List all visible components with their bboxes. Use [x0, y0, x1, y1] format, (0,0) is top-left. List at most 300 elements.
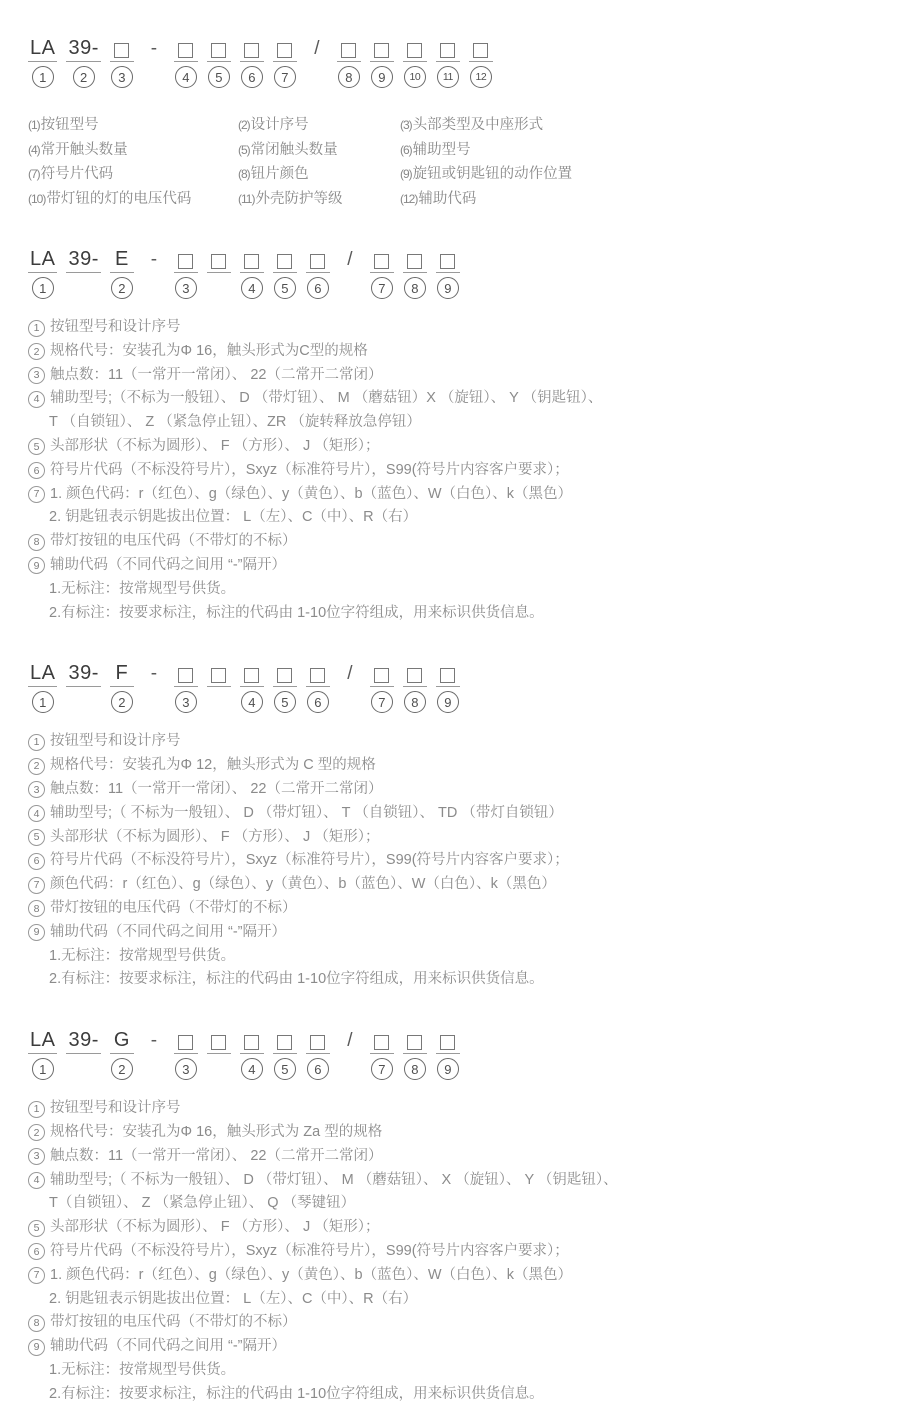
line-number-circle: 5 [28, 829, 45, 846]
circle-placeholder [73, 691, 95, 713]
numbered-line [28, 921, 880, 945]
line-number-circle: 3 [28, 781, 45, 798]
line-text: 带灯按钮的电压代码（不带灯的不标） [50, 1314, 297, 1331]
continuation-line [28, 945, 880, 969]
placeholder-box [273, 34, 297, 62]
placeholder-box-icon [310, 254, 325, 269]
model-text [28, 34, 57, 62]
model-token [28, 245, 57, 299]
legend-item-number: (5) [238, 142, 250, 157]
model-token [143, 1026, 165, 1080]
numbered-line [28, 1121, 880, 1145]
position-number-circle: 4 [241, 1058, 263, 1080]
code-box-slot [370, 34, 394, 88]
placeholder-box-icon [211, 43, 226, 58]
position-number-circle: 8 [404, 277, 426, 299]
legend-item-number: (9) [400, 167, 412, 181]
placeholder-box-icon [178, 1035, 193, 1050]
circle-placeholder [143, 691, 165, 713]
continuation-line [28, 602, 880, 626]
line-number-circle: 9 [28, 1339, 45, 1356]
line-text: 1.无标注：按常规型号供货。 [49, 1361, 236, 1378]
position-number-circle: 9 [371, 66, 393, 88]
code-box-slot [370, 1026, 394, 1080]
numbered-line [28, 1169, 880, 1193]
model-text [110, 659, 134, 687]
line-text: 辅助型号;（不标为一般钮）、 D （带灯钮）、 M （蘑菇钮）X （旋钮）、 Y （钥匙钮）、 [50, 390, 603, 407]
code-box-slot [174, 34, 198, 88]
placeholder-box [174, 245, 198, 273]
code-box-slot [174, 245, 198, 299]
placeholder-box [370, 659, 394, 687]
placeholder-box [240, 1026, 264, 1054]
line-number-circle: 3 [28, 367, 45, 384]
line-text: 带灯按钮的电压代码（不带灯的不标） [50, 533, 297, 550]
position-number-circle: 8 [404, 1058, 426, 1080]
line-text: 头部形状（不标为圆形）、 F （方形）、 J （矩形）； [50, 828, 380, 845]
placeholder-box-icon [178, 43, 193, 58]
continuation-line [28, 411, 880, 435]
placeholder-box [403, 659, 427, 687]
position-number-circle: 10 [404, 66, 426, 88]
placeholder-box [403, 245, 427, 273]
placeholder-box-icon [244, 668, 259, 683]
circle-placeholder [208, 691, 230, 713]
line-text: 1.无标注：按常规型号供货。 [49, 580, 236, 597]
model-text [28, 245, 57, 273]
placeholder-box-icon [310, 1035, 325, 1050]
line-text: 1. 颜色代码：r（红色）、g（绿色）、y（黄色）、b（蓝色）、W（白色）、k（黑色） [50, 485, 573, 502]
line-number-circle: 7 [28, 877, 45, 894]
placeholder-box-icon [440, 43, 455, 58]
position-number-circle: 9 [437, 1058, 459, 1080]
placeholder-box [337, 34, 361, 62]
code-box-slot [403, 34, 427, 88]
code-box-slot [240, 34, 264, 88]
line-number-circle: 5 [28, 1220, 45, 1237]
line-number-circle: 6 [28, 462, 45, 479]
placeholder-box-icon [310, 668, 325, 683]
code-box-slot [240, 1026, 264, 1080]
line-text: 规格代号：安装孔为Φ 16，触头形式为C型的规格 [50, 342, 368, 359]
position-number-circle: 12 [470, 66, 492, 88]
model-token [339, 1026, 361, 1080]
code-box-slot [370, 245, 394, 299]
model-text [28, 659, 57, 687]
model-token [143, 245, 165, 299]
token-label: / [347, 249, 353, 270]
section-la39f [28, 659, 880, 992]
legend-item [400, 139, 880, 163]
legend-item-label: 辅助型号 [412, 141, 471, 158]
placeholder-box [436, 245, 460, 273]
position-number-circle: 9 [437, 277, 459, 299]
continuation-line [28, 968, 880, 992]
position-number-circle: 6 [241, 66, 263, 88]
code-box-slot [174, 1026, 198, 1080]
line-text: 触点数：11（一常开一常闭）、 22（二常开二常闭） [50, 780, 383, 797]
placeholder-box [306, 1026, 330, 1054]
position-number-circle: 1 [32, 277, 54, 299]
code-box-slot [174, 659, 198, 713]
separator-glyph [150, 1026, 158, 1054]
token-label: G [113, 1029, 130, 1052]
placeholder-box-icon [277, 1035, 292, 1050]
token-label: F [115, 662, 129, 685]
line-text: 辅助代码（不同代码之间用 “-”隔开） [50, 1338, 287, 1355]
line-number-circle: 7 [28, 1267, 45, 1284]
line-number-circle: 2 [28, 343, 45, 360]
model-text [110, 245, 134, 273]
placeholder-box [469, 34, 493, 62]
line-number-circle: 4 [28, 391, 45, 408]
token-label: - [150, 1030, 158, 1052]
legend-item-label: 常开触头数量 [40, 141, 128, 158]
continuation-line [28, 1288, 880, 1312]
numbered-line [28, 530, 880, 554]
line-number-circle: 5 [28, 438, 45, 455]
line-number-circle: 6 [28, 1243, 45, 1260]
circle-placeholder [73, 1058, 95, 1080]
legend-item-number: (4) [28, 142, 40, 157]
code-box-slot [207, 1026, 231, 1080]
position-number-circle: 2 [73, 66, 95, 88]
numbered-line [28, 1264, 880, 1288]
position-number-circle: 3 [175, 277, 197, 299]
line-number-circle: 2 [28, 1124, 45, 1141]
token-label: / [314, 38, 320, 59]
legend-grid [28, 114, 880, 211]
line-text: 按钮型号和设计序号 [50, 733, 181, 750]
position-number-circle: 2 [111, 691, 133, 713]
model-code-diagram-main [28, 34, 880, 88]
circle-placeholder [306, 66, 328, 88]
line-number-circle: 2 [28, 758, 45, 775]
position-number-circle: 6 [307, 277, 329, 299]
model-token [66, 34, 100, 88]
legend-item [238, 163, 400, 187]
line-text: 头部形状（不标为圆形）、 F （方形）、 J （矩形）； [50, 437, 380, 454]
line-text: 2.有标注：按要求标注，标注的代码由 1-10位字符组成，用来标识供货信息。 [49, 604, 544, 621]
code-box-slot [306, 1026, 330, 1080]
legend-item-number: (12) [400, 191, 418, 206]
line-text: 2.有标注：按要求标注，标注的代码由 1-10位字符组成，用来标识供货信息。 [49, 1385, 544, 1402]
position-number-circle: 4 [241, 277, 263, 299]
model-token [28, 34, 57, 88]
separator-glyph [346, 659, 353, 687]
continuation-line [28, 578, 880, 602]
legend-item-number: (8) [238, 167, 250, 181]
continuation-line [28, 1383, 880, 1406]
code-box-slot [436, 659, 460, 713]
legend-item [28, 114, 238, 138]
code-box-slot [337, 34, 361, 88]
numbered-line [28, 1216, 880, 1240]
circle-placeholder [208, 277, 230, 299]
position-number-circle: 7 [371, 277, 393, 299]
line-number-circle: 9 [28, 557, 45, 574]
continuation-line [28, 506, 880, 530]
placeholder-box [110, 34, 134, 62]
legend-item-number: (11) [238, 191, 255, 206]
code-box-slot [273, 1026, 297, 1080]
token-label: LA [30, 37, 56, 59]
line-text: 规格代号：安装孔为Φ 16，触头形式为 Za 型的规格 [50, 1123, 383, 1140]
line-number-circle: 4 [28, 805, 45, 822]
placeholder-box-icon [244, 1035, 259, 1050]
line-text: T（自锁钮）、 Z （紧急停止钮）、 Q （琴键钮） [49, 1195, 356, 1212]
code-box-slot [240, 245, 264, 299]
code-box-slot [436, 34, 460, 88]
legend-item-label: 辅助代码 [418, 190, 477, 207]
sections-container [28, 245, 880, 1406]
placeholder-box [273, 1026, 297, 1054]
placeholder-box-icon [407, 1035, 422, 1050]
code-box-slot [370, 659, 394, 713]
model-token [66, 659, 100, 713]
position-number-circle: 3 [175, 691, 197, 713]
model-token [66, 245, 100, 299]
placeholder-box [174, 659, 198, 687]
position-number-circle: 7 [371, 691, 393, 713]
line-text: 2. 钥匙钮表示钥匙拔出位置： L（左）、C（中）、R（右） [49, 1290, 418, 1307]
line-number-circle: 1 [28, 734, 45, 751]
model-token [339, 659, 361, 713]
numbered-line [28, 1097, 880, 1121]
line-text: 辅助代码（不同代码之间用 “-”隔开） [50, 556, 287, 573]
model-token [28, 659, 57, 713]
model-text [110, 1026, 134, 1054]
continuation-line [28, 1192, 880, 1216]
placeholder-box-icon [374, 43, 389, 58]
line-text: 颜色代码：r（红色）、g（绿色）、y（黄色）、b（蓝色）、W（白色）、k（黑色） [50, 876, 556, 893]
circle-placeholder [339, 691, 361, 713]
placeholder-box [240, 245, 264, 273]
token-label: / [347, 663, 353, 685]
legend-item [238, 114, 400, 138]
position-number-circle: 3 [111, 66, 133, 88]
placeholder-box [306, 659, 330, 687]
legend-item-label: 常闭触头数量 [250, 141, 338, 158]
line-number-circle: 9 [28, 924, 45, 941]
position-number-circle: 3 [175, 1058, 197, 1080]
placeholder-box [240, 34, 264, 62]
placeholder-box-icon [440, 668, 455, 683]
line-number-circle: 6 [28, 853, 45, 870]
placeholder-box-icon [211, 1035, 226, 1050]
position-number-circle: 1 [32, 66, 54, 88]
code-box-slot [207, 659, 231, 713]
position-number-circle: 1 [32, 1058, 54, 1080]
legend-item-number: (1) [28, 118, 40, 132]
position-number-circle: 8 [338, 66, 360, 88]
placeholder-box [436, 34, 460, 62]
line-text: 符号片代码（不标没符号片），Sxyz（标准符号片），S99(符号片内容客户要求）； [50, 461, 569, 478]
position-number-circle: 2 [111, 1058, 133, 1080]
placeholder-box-icon [211, 254, 226, 269]
placeholder-box [436, 1026, 460, 1054]
placeholder-box-icon [407, 43, 422, 58]
model-text [28, 1026, 57, 1054]
model-token [339, 245, 361, 299]
token-label: - [150, 38, 158, 59]
placeholder-box-icon [211, 668, 226, 683]
position-number-circle: 6 [307, 691, 329, 713]
line-number-circle: 3 [28, 1148, 45, 1165]
numbered-line [28, 826, 880, 850]
section-la39g [28, 1026, 880, 1406]
circle-placeholder [339, 277, 361, 299]
placeholder-box [403, 1026, 427, 1054]
numbered-line [28, 1145, 880, 1169]
code-box-slot [273, 659, 297, 713]
section-lines [28, 730, 880, 992]
legend-item-label: 头部类型及中座形式 [412, 117, 544, 133]
legend-item [28, 163, 238, 187]
line-text: 触点数：11（一常开一常闭）、 22（二常开二常闭） [50, 366, 383, 383]
separator-glyph [150, 245, 158, 273]
placeholder-box [207, 245, 231, 273]
position-number-circle: 6 [307, 1058, 329, 1080]
placeholder-box [436, 659, 460, 687]
position-number-circle: 9 [437, 691, 459, 713]
section-la39e [28, 245, 880, 625]
placeholder-box-icon [440, 254, 455, 269]
placeholder-box [306, 245, 330, 273]
circle-placeholder [208, 1058, 230, 1080]
position-number-circle: 8 [404, 691, 426, 713]
token-label: 39- [68, 1029, 99, 1052]
line-number-circle: 7 [28, 486, 45, 503]
placeholder-box [370, 34, 394, 62]
token-label: - [150, 249, 158, 270]
placeholder-box-icon [277, 43, 292, 58]
position-number-circle: 4 [175, 66, 197, 88]
model-text [66, 1026, 100, 1054]
numbered-line [28, 340, 880, 364]
code-box-slot [469, 34, 493, 88]
line-text: 2. 钥匙钮表示钥匙拔出位置： L（左）、C（中）、R（右） [49, 509, 418, 526]
position-number-circle: 5 [208, 66, 230, 88]
position-number-circle: 5 [274, 1058, 296, 1080]
numbered-line [28, 483, 880, 507]
line-text: 头部形状（不标为圆形）、 F （方形）、 J （矩形）； [50, 1219, 380, 1236]
numbered-line [28, 387, 880, 411]
legend-item [400, 114, 880, 138]
model-token [110, 659, 134, 713]
placeholder-box-icon [374, 1035, 389, 1050]
line-text: 符号片代码（不标没符号片），Sxyz（标准符号片），S99(符号片内容客户要求）； [50, 852, 569, 869]
line-text: 辅助型号;（ 不标为一般钮）、 D （带灯钮）、 M （蘑菇钮）、 X （旋钮）、 Y （钥匙钮）、 [50, 1171, 618, 1188]
legend-item [28, 139, 238, 163]
placeholder-box-icon [473, 43, 488, 58]
line-text: 触点数：11（一常开一常闭）、 22（二常开二常闭） [50, 1147, 383, 1164]
line-text: 辅助代码（不同代码之间用 “-”隔开） [50, 923, 287, 940]
token-label: LA [30, 1029, 56, 1052]
line-text: 2.有标注：按要求标注，标注的代码由 1-10位字符组成，用来标识供货信息。 [49, 971, 544, 988]
circle-placeholder [143, 277, 165, 299]
numbered-line [28, 754, 880, 778]
model-code-diagram-f [28, 659, 880, 713]
numbered-line [28, 435, 880, 459]
line-text: 1.无标注：按常规型号供货。 [49, 947, 236, 964]
placeholder-box [207, 1026, 231, 1054]
legend-item [238, 139, 400, 163]
numbered-line [28, 364, 880, 388]
placeholder-box [174, 1026, 198, 1054]
code-box-slot [306, 659, 330, 713]
numbered-line [28, 802, 880, 826]
model-code-diagram-e [28, 245, 880, 299]
code-box-slot [273, 34, 297, 88]
placeholder-box [370, 1026, 394, 1054]
model-text [66, 245, 100, 273]
placeholder-box-icon [277, 668, 292, 683]
position-number-circle: 7 [371, 1058, 393, 1080]
numbered-line [28, 897, 880, 921]
code-box-slot [240, 659, 264, 713]
line-number-circle: 1 [28, 320, 45, 337]
legend-item [400, 163, 880, 187]
placeholder-box-icon [244, 254, 259, 269]
placeholder-box [207, 34, 231, 62]
position-number-circle: 5 [274, 691, 296, 713]
separator-glyph [313, 34, 320, 62]
code-box-slot [273, 245, 297, 299]
token-label: E [114, 248, 129, 270]
code-box-slot [110, 34, 134, 88]
placeholder-box-icon [178, 668, 193, 683]
numbered-line [28, 873, 880, 897]
placeholder-box-icon [277, 254, 292, 269]
token-label: 39- [68, 37, 99, 59]
token-label: 39- [68, 248, 99, 270]
numbered-line [28, 554, 880, 578]
line-number-circle: 8 [28, 900, 45, 917]
legend-item [28, 188, 238, 212]
legend-item-number: (2) [238, 118, 250, 132]
section-lines [28, 316, 880, 625]
legend-item-label: 设计序号 [250, 117, 309, 133]
position-number-circle: 1 [32, 691, 54, 713]
circle-placeholder [143, 66, 165, 88]
legend-item [238, 188, 400, 212]
line-text: T （自锁钮）、 Z （紧急停止钮）、ZR （旋转释放急停钮） [49, 414, 421, 431]
code-box-slot [306, 245, 330, 299]
placeholder-box-icon [407, 668, 422, 683]
placeholder-box [403, 34, 427, 62]
token-label: / [347, 1030, 353, 1052]
model-token [110, 245, 134, 299]
separator-glyph [150, 659, 158, 687]
code-box-slot [403, 1026, 427, 1080]
circle-placeholder [339, 1058, 361, 1080]
placeholder-box [207, 659, 231, 687]
line-text: 辅助型号;（ 不标为一般钮）、 D （带灯钮）、 T （自锁钮）、 TD （带灯自锁钮） [50, 804, 563, 821]
legend-item [400, 188, 880, 212]
continuation-line [28, 1359, 880, 1383]
placeholder-box [370, 245, 394, 273]
placeholder-box-icon [374, 254, 389, 269]
separator-glyph [346, 245, 353, 273]
line-number-circle: 1 [28, 1101, 45, 1118]
line-text: 按钮型号和设计序号 [50, 319, 181, 335]
placeholder-box [174, 34, 198, 62]
legend-item-number: (3) [400, 118, 412, 132]
model-text [66, 34, 100, 62]
model-token [143, 34, 165, 88]
token-label: LA [30, 662, 56, 685]
